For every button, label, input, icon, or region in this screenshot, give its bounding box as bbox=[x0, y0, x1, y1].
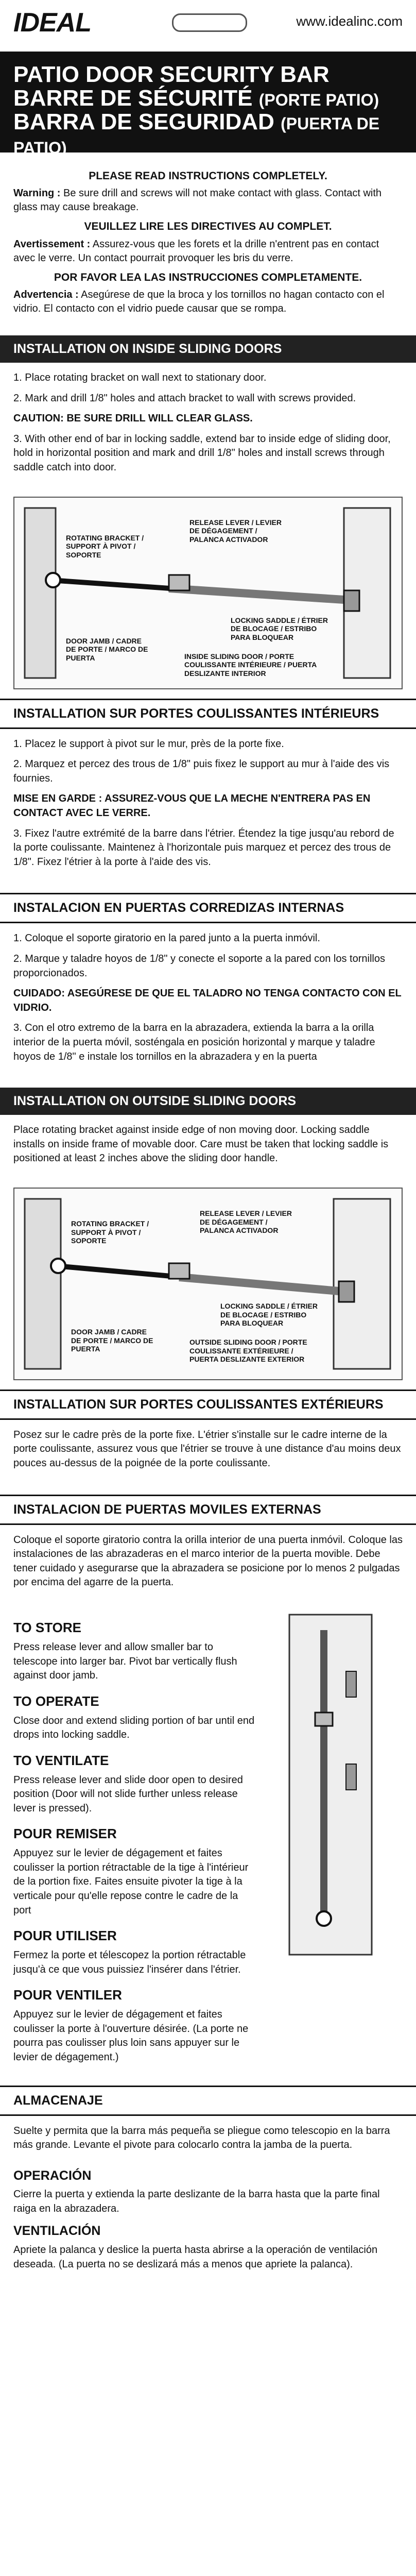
es-step-3: 3. Con el otro extremo de la barra en la abrazadera, extienda la barra a la orilla interior de la puerta móvil, sosténgala en posición horizontal y marque y taladre hoyos de 1/8" e instale los tornillos en la abrazadera y en la puerta bbox=[13, 1022, 375, 1062]
website[interactable]: www.idealinc.com bbox=[296, 13, 403, 29]
store-text: Press release lever and allow smaller bar to telescope into larger bar. Pivot bar vertically flush against door jamb. bbox=[13, 1641, 237, 1682]
vent-text: Press release lever and slide door open to desired position (Door will not slide further unless release lever is pressed). bbox=[13, 1774, 243, 1814]
usage-section bbox=[0, 1604, 416, 2076]
vnt-text: Apriete la palanca y deslice la puerta hasta abrirse a la operación de ventilación deseada. (La puerta no se deslizará más a menos que apriete la palanca). bbox=[13, 2244, 378, 2270]
fr-step-2: 2. Marquez et percez des trous de 1/8" puis fixez le support au mur à l'aide des vis fournies. bbox=[13, 758, 390, 784]
ventiler-text: Appuyez sur le levier de dégagement et faites coulisser la porte à l'ouverture désirée. (La porte ne pourra pas coulisser plus loin sans appuyer sur le levier de dégagement.) bbox=[13, 2009, 249, 2063]
outside-text: Place rotating bracket against inside edge of non moving door. Locking saddle installs on inside frame of movable door. Care must be taken that locking saddle is positioned at least 2 inches above the sliding door handle. bbox=[13, 1124, 389, 1164]
adv-label: Advertencia : bbox=[13, 289, 79, 301]
inside-body bbox=[0, 363, 416, 489]
inside-heading: INSTALLATION ON INSIDE SLIDING DOORS bbox=[0, 335, 416, 363]
fig2-outside-label: OUTSIDE SLIDING DOOR / PORTE COULISSANTE EXTÉRIEURE / PUERTA DESLIZANTE EXTERIOR bbox=[189, 1337, 307, 1364]
remiser-heading: POUR REMISER bbox=[13, 1826, 117, 1842]
utiliser-heading: POUR UTILISER bbox=[13, 1928, 117, 1944]
avert-text: Assurez-vous que les forets et la drille n'entrent pas en contact avec le verre. Un contact pourrait provoquer les bris du verre. bbox=[13, 238, 379, 264]
es-inside-body bbox=[0, 923, 416, 1078]
fr-outside-heading: INSTALLATION SUR PORTES COULISSANTES EXTÉRIEURS bbox=[0, 1389, 416, 1420]
fig2-rotating-label: ROTATING BRACKET / SUPPORT À PIVOT / SOPORTE bbox=[71, 1219, 149, 1245]
alm-heading: ALMACENAJE bbox=[0, 2086, 416, 2116]
inside-caution: CAUTION: BE SURE DRILL WILL CLEAR GLASS. bbox=[13, 413, 253, 425]
es-step-2: 2. Marque y taladre hoyos de 1/8" y conecte el soporte a la pared con los tornillos proporcionados. bbox=[13, 953, 385, 979]
read-fr: VEUILLEZ LIRE LES DIRECTIVES AU COMPLET. bbox=[84, 221, 332, 233]
title-en: PATIO DOOR SECURITY BAR bbox=[13, 62, 330, 87]
es-caution: CUIDADO: ASEGÚRESE DE QUE EL TALADRO NO TENGA CONTACTO CON EL VIDRIO. bbox=[13, 988, 402, 1013]
es-outside-body bbox=[0, 1525, 416, 1604]
adv-text: Asegúrese de que la broca y los tornillos no hagan contacto con el vidrio. El contacto con el vidrio puede causar que se rompa. bbox=[13, 289, 385, 315]
fr-inside-body bbox=[0, 729, 416, 884]
fig1-inside-label: INSIDE SLIDING DOOR / PORTE COULISSANTE INTÉRIEURE / PUERTA DESLIZANTE INTERIOR bbox=[184, 652, 317, 678]
fig2-jamb-label: DOOR JAMB / CADRE DE PORTE / MARCO DE PUERTA bbox=[71, 1327, 153, 1353]
warning-label: Warning : bbox=[13, 188, 61, 199]
remiser-text: Appuyez sur le levier de dégagement et faites coulisser la portion rétractable de la tige à l'intérieur de la portion fixe. Faites ensuite pivoter la tige à la verticale pour qu'elle repose contre le cadre de la port bbox=[13, 1848, 249, 1916]
operate-text: Close door and extend sliding portion of bar until end drops into locking saddle. bbox=[13, 1715, 255, 1741]
inside-step-1: 1. Place rotating bracket on wall next to stationary door. bbox=[13, 372, 267, 384]
op-text: Cierre la puerta y extienda la parte deslizante de la barra hasta que la parte final raiga en la abrazadera. bbox=[13, 2189, 380, 2214]
outside-heading: INSTALLATION ON OUTSIDE SLIDING DOORS bbox=[0, 1088, 416, 1115]
es-outside-heading: INSTALACION DE PUERTAS MOVILES EXTERNAS bbox=[0, 1495, 416, 1525]
fig1-release-label: RELEASE LEVER / LEVIER DE DÉGAGEMENT / PALANCA ACTIVADOR bbox=[189, 518, 282, 544]
vnt-heading: VENTILACIÓN bbox=[13, 2224, 101, 2239]
fr-caution: MISE EN GARDE : ASSUREZ-VOUS QUE LA MECHE N'ENTRERA PAS EN CONTACT AVEC LE VERRE. bbox=[13, 793, 371, 819]
fig1-jamb-label: DOOR JAMB / CADRE DE PORTE / MARCO DE PUERTA bbox=[66, 636, 148, 663]
title-es: BARRA DE SEGURIDAD (PUERTA DE PATIO) bbox=[13, 109, 380, 157]
fig1-rotating-label: ROTATING BRACKET / SUPPORT À PIVOT / SOPORTE bbox=[66, 533, 144, 560]
ventiler-heading: POUR VENTILER bbox=[13, 1987, 122, 2003]
read-en: PLEASE READ INSTRUCTIONS COMPLETELY. bbox=[89, 170, 327, 182]
fig1-locking-label: LOCKING SADDLE / ÉTRIER DE BLOCAGE / ESTRIBO PARA BLOQUEAR bbox=[231, 616, 328, 642]
title-fr: BARRE DE SÉCURITÉ (PORTE PATIO) bbox=[13, 86, 379, 111]
es-outside-text: Coloque el soporte giratorio contra la orilla interior de una puerta inmóvil. Coloque las instalaciones de las abrazaderas en el marco interior de la puerta movible. Debe tener cuidado y asegurarse que la abrazadera se posicione por lo menos 2 pulgadas por encima del agarre de la puerta. bbox=[13, 1534, 403, 1588]
fr-outside-body bbox=[0, 1420, 416, 1485]
figure-inside bbox=[13, 497, 403, 689]
vent-heading: TO VENTILATE bbox=[13, 1752, 109, 1768]
inside-step-2: 2. Mark and drill 1/8" holes and attach bracket to wall with screws provided. bbox=[13, 392, 356, 404]
read-es: POR FAVOR LEA LAS INSTRUCCIONES COMPLETAMENTE. bbox=[54, 271, 362, 283]
store-heading: TO STORE bbox=[13, 1620, 81, 1636]
outside-body bbox=[0, 1115, 416, 1180]
inside-step-3: 3. With other end of bar in locking saddle, extend bar to inside edge of sliding door, hold in horizontal position and mark and drill 1/8" holes and install screws through saddle catch into door. bbox=[13, 433, 391, 473]
hang-hole bbox=[172, 13, 247, 32]
fig2-locking-label: LOCKING SADDLE / ÉTRIER DE BLOCAGE / ESTRIBO PARA BLOQUEAR bbox=[220, 1301, 318, 1328]
alm-body bbox=[0, 2116, 416, 2167]
fig2-release-label: RELEASE LEVER / LEVIER DE DÉGAGEMENT / PALANCA ACTIVADOR bbox=[200, 1209, 292, 1235]
fr-step-1: 1. Placez le support à pivot sur le mur, près de la porte fixe. bbox=[13, 738, 284, 750]
es-step-1: 1. Coloque el soporte giratorio en la pared junto a la puerta inmóvil. bbox=[13, 933, 320, 944]
figure-outside bbox=[13, 1188, 403, 1380]
warning-text: Be sure drill and screws will not make contact with glass. Contact with glass may cause breakage. bbox=[13, 188, 382, 213]
utiliser-text: Fermez la porte et télescopez la portion rétractable jusqu'à ce que vous puissiez l'insérer dans l'étrier. bbox=[13, 1950, 246, 1975]
intro-warnings bbox=[0, 152, 416, 326]
fr-outside-text: Posez sur le cadre près de la porte fixe. L'étrier s'installe sur le cadre interne de la porte coulissante, assurez vous que l'étrier se trouve à une distance d'au moins deux pouces au-dessus de la poignée de la porte coulissante. bbox=[13, 1429, 401, 1469]
fr-step-3: 3. Fixez l'autre extrémité de la barre dans l'étrier. Étendez la tige jusqu'au rebord de la porte coulissante. Maintenez à l'horizontale puis marquez et percez des trous de 1/8". Fixez l'étrier à la porte à l'aide des vis. bbox=[13, 827, 394, 868]
title-block bbox=[0, 55, 416, 157]
op-body bbox=[0, 2167, 416, 2286]
avert-label: Avertissement : bbox=[13, 238, 91, 250]
operate-heading: TO OPERATE bbox=[13, 1693, 99, 1709]
ideal-logo: IDEAL bbox=[13, 8, 91, 38]
es-inside-heading: INSTALACION EN PUERTAS CORREDIZAS INTERNAS bbox=[0, 893, 416, 923]
header-band bbox=[0, 0, 416, 55]
stored-bar-illustration bbox=[269, 1609, 403, 1960]
fr-inside-heading: INSTALLATION SUR PORTES COULISSANTES INTÉRIEURS bbox=[0, 699, 416, 729]
alm-text: Suelte y permita que la barra más pequeña se pliegue como telescopio en la barra más grande. Levante el pivote para colocarlo contra la jamba de la puerta. bbox=[13, 2125, 390, 2151]
op-heading: OPERACIÓN bbox=[13, 2168, 92, 2183]
